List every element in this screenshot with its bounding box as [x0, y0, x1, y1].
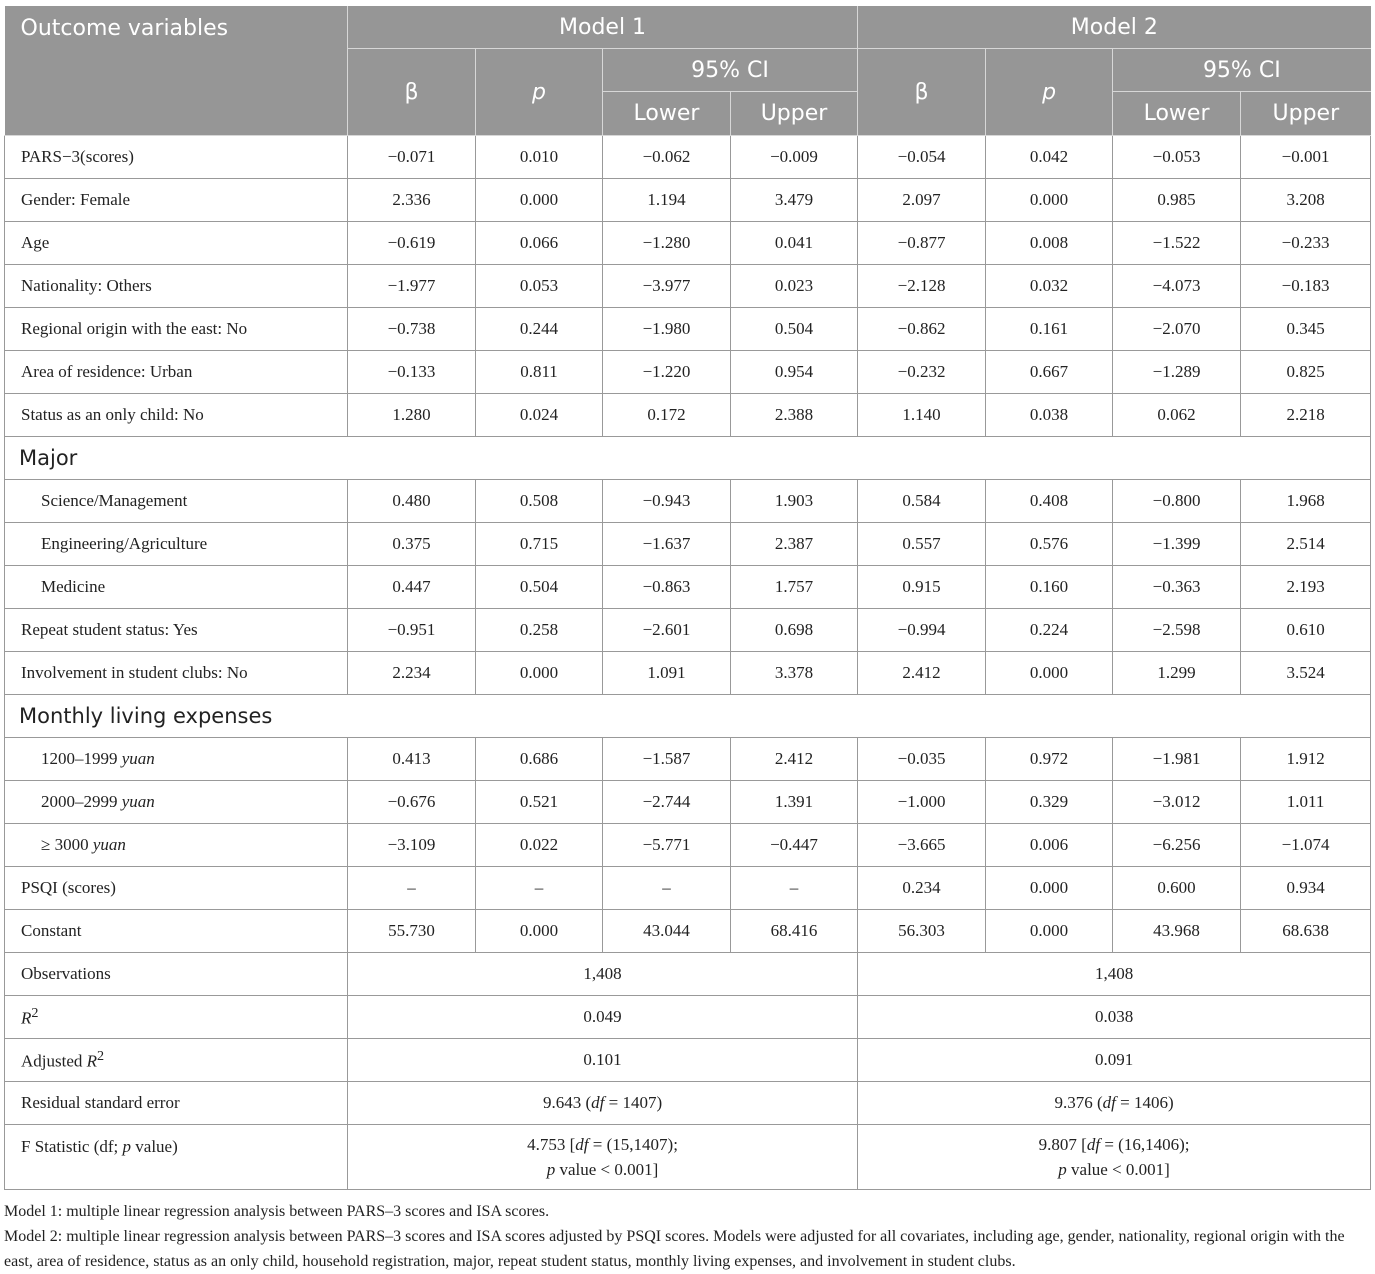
cell-m1: 3.378 — [731, 652, 858, 695]
table-row — [5, 566, 1371, 609]
adj_r2-m2: 0.091 — [858, 1039, 1371, 1082]
observations-m1: 1,408 — [348, 953, 858, 996]
row-label — [5, 738, 348, 781]
cell-m2: 0.576 — [986, 523, 1113, 566]
cell-m1: 0.172 — [603, 394, 731, 437]
cell-m1: −3.977 — [603, 265, 731, 308]
cell-m2: 0.062 — [1113, 394, 1241, 437]
note-model2: Model 2: multiple linear regression analysis between PARS–3 scores and ISA scores adjusted by PSQI scores. Models were adjusted for all covariates, including age, gender, nationality, regional origin with the east, area of residence, status as an only child, household registration, major, repeat student status, monthly living expenses, and involvement in student clubs. — [4, 1228, 1345, 1270]
row-label: Medicine — [5, 566, 348, 609]
row-label: Science/Management — [5, 480, 348, 523]
table-row — [5, 1039, 1371, 1082]
row-label: Area of residence: Urban — [5, 351, 348, 394]
label-sup: 2 — [31, 1005, 39, 1022]
fstat-m2: 9.807 [df = (16,1406); p value < 0.001] — [858, 1125, 1371, 1190]
cell-m1: 0.022 — [476, 824, 603, 867]
cell-m1: 0.024 — [476, 394, 603, 437]
label-prefix: Adjusted — [21, 1051, 87, 1071]
cell-m1: 0.521 — [476, 781, 603, 824]
cell-m1: – — [603, 867, 731, 910]
header-outcome-variables: Outcome variables — [5, 6, 348, 136]
df-label: df — [1102, 1093, 1116, 1112]
cell-m1: 1.903 — [731, 480, 858, 523]
cell-m2: 0.006 — [986, 824, 1113, 867]
fstat-p-text: value < 0.001] — [1066, 1160, 1170, 1179]
label-post: value) — [131, 1137, 178, 1156]
fstat-df: (15,1407) — [606, 1135, 674, 1154]
cell-m2: 0.224 — [986, 609, 1113, 652]
table-row — [5, 480, 1371, 523]
cell-m1: 0.053 — [476, 265, 603, 308]
table-row — [5, 781, 1371, 824]
rse-df: 1406 — [1133, 1093, 1168, 1112]
table-row — [5, 1082, 1371, 1125]
r2-m2: 0.038 — [858, 996, 1371, 1039]
group-row — [5, 695, 1371, 738]
row-label — [5, 1125, 348, 1190]
table-row — [5, 523, 1371, 566]
cell-m2: −0.001 — [1241, 136, 1371, 179]
cell-m2: −6.256 — [1113, 824, 1241, 867]
cell-m2: 2.514 — [1241, 523, 1371, 566]
cell-m2: 0.000 — [986, 867, 1113, 910]
cell-m2: 43.968 — [1113, 910, 1241, 953]
header-model1: Model 1 — [348, 6, 858, 49]
cell-m1: 2.336 — [348, 179, 476, 222]
cell-m1: −0.447 — [731, 824, 858, 867]
cell-m2: 0.667 — [986, 351, 1113, 394]
cell-m2: 0.408 — [986, 480, 1113, 523]
cell-m2: 2.218 — [1241, 394, 1371, 437]
adj_r2-m1: 0.101 — [348, 1039, 858, 1082]
row-label: Age — [5, 222, 348, 265]
group-title-expenses: Monthly living expenses — [5, 695, 1371, 738]
cell-m1: 0.508 — [476, 480, 603, 523]
label-sup: 2 — [97, 1048, 105, 1065]
row-label: Status as an only child: No — [5, 394, 348, 437]
cell-m1: −1.280 — [603, 222, 731, 265]
cell-m2: 0.934 — [1241, 867, 1371, 910]
cell-m2: 1.140 — [858, 394, 986, 437]
cell-m1: 1.091 — [603, 652, 731, 695]
header-lower-m2: Lower — [1113, 92, 1241, 136]
cell-m1: 0.000 — [476, 179, 603, 222]
cell-m2: 1.299 — [1113, 652, 1241, 695]
cell-m2: 3.208 — [1241, 179, 1371, 222]
cell-m1: 2.412 — [731, 738, 858, 781]
cell-m2: −0.994 — [858, 609, 986, 652]
cell-m2: 0.008 — [986, 222, 1113, 265]
header-p-m2: p — [986, 49, 1113, 136]
label-italic: p — [122, 1137, 132, 1156]
expense-unit: yuan — [92, 835, 126, 854]
table-notes — [4, 1199, 1370, 1274]
cell-m2: −1.000 — [858, 781, 986, 824]
table-row — [5, 609, 1371, 652]
cell-m1: −0.062 — [603, 136, 731, 179]
table-row — [5, 910, 1371, 953]
cell-m2: 0.915 — [858, 566, 986, 609]
cell-m2: −2.128 — [858, 265, 986, 308]
row-label — [5, 781, 348, 824]
cell-m1: 2.387 — [731, 523, 858, 566]
cell-m1: 0.023 — [731, 265, 858, 308]
cell-m1: – — [476, 867, 603, 910]
cell-m1: 0.010 — [476, 136, 603, 179]
row-label — [5, 996, 348, 1039]
rse-m2: 9.376 (df = 1406) — [858, 1082, 1371, 1125]
header-p-m1: p — [476, 49, 603, 136]
cell-m2: −4.073 — [1113, 265, 1241, 308]
cell-m2: −0.862 — [858, 308, 986, 351]
cell-m1: −0.676 — [348, 781, 476, 824]
cell-m1: −2.744 — [603, 781, 731, 824]
r2-m1: 0.049 — [348, 996, 858, 1039]
cell-m1: −2.601 — [603, 609, 731, 652]
cell-m1: −5.771 — [603, 824, 731, 867]
cell-m1: −0.738 — [348, 308, 476, 351]
cell-m1: −0.951 — [348, 609, 476, 652]
cell-m2: 56.303 — [858, 910, 986, 953]
note-model1: Model 1: multiple linear regression analysis between PARS–3 scores and ISA scores. — [4, 1203, 550, 1220]
cell-m1: −0.863 — [603, 566, 731, 609]
header-ci-m1: 95% CI — [603, 49, 858, 92]
cell-m1: 0.041 — [731, 222, 858, 265]
row-label: Nationality: Others — [5, 265, 348, 308]
cell-m2: −0.054 — [858, 136, 986, 179]
cell-m1: −1.980 — [603, 308, 731, 351]
cell-m1: 0.686 — [476, 738, 603, 781]
cell-m1: −1.587 — [603, 738, 731, 781]
row-label: PSQI (scores) — [5, 867, 348, 910]
header-model2: Model 2 — [858, 6, 1371, 49]
expense-unit: yuan — [121, 749, 155, 768]
cell-m2: 2.412 — [858, 652, 986, 695]
table-row — [5, 351, 1371, 394]
cell-m2: −1.289 — [1113, 351, 1241, 394]
cell-m1: 0.811 — [476, 351, 603, 394]
cell-m2: −1.522 — [1113, 222, 1241, 265]
cell-m1: −1.220 — [603, 351, 731, 394]
group-title-major: Major — [5, 437, 1371, 480]
header-upper-m2: Upper — [1241, 92, 1371, 136]
table-row — [5, 308, 1371, 351]
cell-m1: 0.447 — [348, 566, 476, 609]
cell-m1: 55.730 — [348, 910, 476, 953]
cell-m1: −0.009 — [731, 136, 858, 179]
cell-m1: −0.943 — [603, 480, 731, 523]
cell-m2: 0.600 — [1113, 867, 1241, 910]
table-row — [5, 652, 1371, 695]
p-label: p — [1058, 1160, 1067, 1179]
table-row — [5, 953, 1371, 996]
df-label: df — [591, 1093, 605, 1112]
cell-m2: 0.032 — [986, 265, 1113, 308]
cell-m1: 0.375 — [348, 523, 476, 566]
cell-m1: 0.000 — [476, 910, 603, 953]
cell-m1: 0.244 — [476, 308, 603, 351]
table-row — [5, 265, 1371, 308]
table-row — [5, 179, 1371, 222]
cell-m2: −3.665 — [858, 824, 986, 867]
df-label: df — [1086, 1135, 1101, 1154]
cell-m2: −0.053 — [1113, 136, 1241, 179]
cell-m2: −0.800 — [1113, 480, 1241, 523]
row-label: Regional origin with the east: No — [5, 308, 348, 351]
label-r: R — [21, 1008, 32, 1028]
cell-m2: 0.584 — [858, 480, 986, 523]
fstat-p-text: value < 0.001] — [555, 1160, 659, 1179]
group-row — [5, 437, 1371, 480]
expense-unit: yuan — [121, 792, 155, 811]
header-upper-m1: Upper — [731, 92, 858, 136]
cell-m2: 0.000 — [986, 179, 1113, 222]
cell-m2: −0.232 — [858, 351, 986, 394]
expense-range: 1200–1999 — [41, 749, 118, 768]
cell-m1: 0.954 — [731, 351, 858, 394]
cell-m1: 1.391 — [731, 781, 858, 824]
cell-m2: 1.968 — [1241, 480, 1371, 523]
row-label: Engineering/Agriculture — [5, 523, 348, 566]
expense-range: 2000–2999 — [41, 792, 118, 811]
row-label: Observations — [5, 953, 348, 996]
cell-m2: 0.161 — [986, 308, 1113, 351]
cell-m2: 0.825 — [1241, 351, 1371, 394]
cell-m1: −0.619 — [348, 222, 476, 265]
header-ci-m2: 95% CI — [1113, 49, 1371, 92]
row-label: Involvement in student clubs: No — [5, 652, 348, 695]
table-row — [5, 996, 1371, 1039]
table-row — [5, 1125, 1371, 1190]
rse-value: 9.376 — [1054, 1093, 1093, 1112]
cell-m2: −2.598 — [1113, 609, 1241, 652]
cell-m2: −3.012 — [1113, 781, 1241, 824]
cell-m1: 43.044 — [603, 910, 731, 953]
cell-m2: 0.972 — [986, 738, 1113, 781]
row-label — [5, 824, 348, 867]
cell-m1: −0.071 — [348, 136, 476, 179]
cell-m2: 2.193 — [1241, 566, 1371, 609]
row-label: Gender: Female — [5, 179, 348, 222]
cell-m2: −1.074 — [1241, 824, 1371, 867]
cell-m1: 0.698 — [731, 609, 858, 652]
cell-m2: −2.070 — [1113, 308, 1241, 351]
rse-m1: 9.643 (df = 1407) — [348, 1082, 858, 1125]
rse-value: 9.643 — [542, 1093, 582, 1112]
table-row — [5, 867, 1371, 910]
cell-m1: 2.234 — [348, 652, 476, 695]
cell-m2: −1.981 — [1113, 738, 1241, 781]
df-label: df — [575, 1135, 589, 1154]
row-label: PARS−3(scores) — [5, 136, 348, 179]
header-beta-m2: β — [858, 49, 986, 136]
cell-m2: 0.000 — [986, 652, 1113, 695]
cell-m1: 68.416 — [731, 910, 858, 953]
cell-m2: 1.912 — [1241, 738, 1371, 781]
cell-m2: 0.234 — [858, 867, 986, 910]
cell-m2: 0.042 — [986, 136, 1113, 179]
cell-m1: 2.388 — [731, 394, 858, 437]
cell-m1: 0.066 — [476, 222, 603, 265]
table-row — [5, 136, 1371, 179]
cell-m1: 1.280 — [348, 394, 476, 437]
table-row — [5, 824, 1371, 867]
cell-m1: 0.480 — [348, 480, 476, 523]
fstat-value: 4.753 — [527, 1135, 566, 1154]
row-label: Constant — [5, 910, 348, 953]
cell-m1: −0.133 — [348, 351, 476, 394]
cell-m2: 0.610 — [1241, 609, 1371, 652]
cell-m2: 0.329 — [986, 781, 1113, 824]
header-lower-m1: Lower — [603, 92, 731, 136]
cell-m2: −0.183 — [1241, 265, 1371, 308]
regression-table — [4, 6, 1371, 1190]
cell-m1: −3.109 — [348, 824, 476, 867]
row-label: Repeat student status: Yes — [5, 609, 348, 652]
fstat-df: (16,1406) — [1118, 1135, 1185, 1154]
cell-m1: 0.258 — [476, 609, 603, 652]
table-body — [5, 136, 1371, 1190]
label-r: R — [86, 1051, 98, 1071]
fstat-m1: 4.753 [df = (15,1407); p value < 0.001] — [348, 1125, 858, 1190]
cell-m2: 1.011 — [1241, 781, 1371, 824]
cell-m2: −0.035 — [858, 738, 986, 781]
row-label: Residual standard error — [5, 1082, 348, 1125]
cell-m1: – — [348, 867, 476, 910]
label-pre: F Statistic (df; — [21, 1137, 123, 1156]
cell-m1: 0.413 — [348, 738, 476, 781]
table-row — [5, 222, 1371, 265]
cell-m2: −0.877 — [858, 222, 986, 265]
cell-m2: 68.638 — [1241, 910, 1371, 953]
cell-m2: 0.345 — [1241, 308, 1371, 351]
cell-m1: 0.000 — [476, 652, 603, 695]
cell-m1: – — [731, 867, 858, 910]
cell-m2: 0.557 — [858, 523, 986, 566]
cell-m2: −0.363 — [1113, 566, 1241, 609]
cell-m2: −0.233 — [1241, 222, 1371, 265]
cell-m1: 3.479 — [731, 179, 858, 222]
cell-m2: 0.160 — [986, 566, 1113, 609]
cell-m1: −1.977 — [348, 265, 476, 308]
cell-m2: 0.985 — [1113, 179, 1241, 222]
cell-m1: 1.757 — [731, 566, 858, 609]
cell-m1: 0.504 — [731, 308, 858, 351]
fstat-value: 9.807 — [1038, 1135, 1077, 1154]
observations-m2: 1,408 — [858, 953, 1371, 996]
cell-m2: 0.000 — [986, 910, 1113, 953]
cell-m2: 3.524 — [1241, 652, 1371, 695]
cell-m2: 0.038 — [986, 394, 1113, 437]
cell-m1: −1.637 — [603, 523, 731, 566]
cell-m1: 0.504 — [476, 566, 603, 609]
rse-df: 1407 — [622, 1093, 657, 1112]
cell-m1: 0.715 — [476, 523, 603, 566]
cell-m2: −1.399 — [1113, 523, 1241, 566]
header-beta-m1: β — [348, 49, 476, 136]
p-label: p — [546, 1160, 556, 1179]
table-row — [5, 394, 1371, 437]
table-row — [5, 738, 1371, 781]
expense-range: ≥ 3000 — [41, 835, 89, 854]
cell-m1: 1.194 — [603, 179, 731, 222]
row-label — [5, 1039, 348, 1082]
cell-m2: 2.097 — [858, 179, 986, 222]
